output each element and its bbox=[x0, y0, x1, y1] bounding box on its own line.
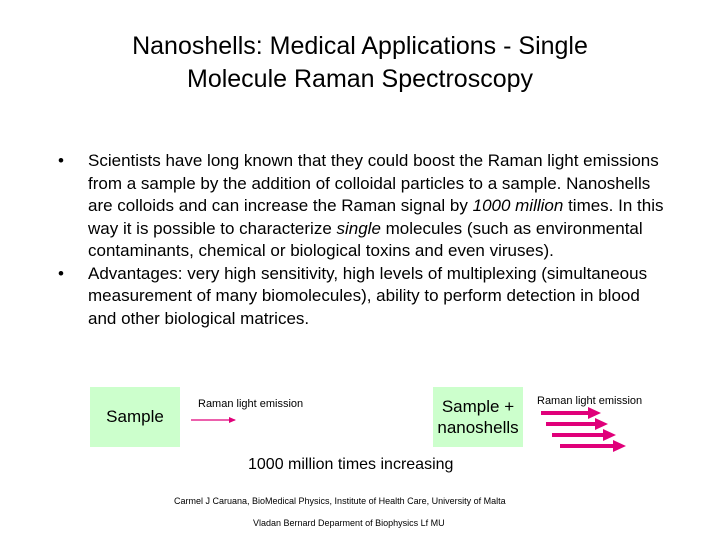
emission-arrow-1 bbox=[541, 407, 601, 419]
sample-nano-line-2: nanoshells bbox=[437, 418, 519, 437]
increase-caption: 1000 million times increasing bbox=[248, 456, 454, 473]
title-line-1: Nanoshells: Medical Applications - Single bbox=[132, 32, 588, 60]
bullet-marker: • bbox=[58, 263, 64, 283]
title-line-2: Molecule Raman Spectroscopy bbox=[187, 65, 533, 93]
sample-nano-line-1: Sample + bbox=[441, 397, 515, 416]
emission-arrow-3 bbox=[552, 429, 616, 441]
multiple-emission-arrows bbox=[541, 407, 626, 452]
single-emission-arrow bbox=[191, 417, 236, 423]
bullet-1-text-a: Scientists have long known that they could boost the Raman light emissions from a sample by the addition of colloidal particles to a sample. Nanoshells are colloids and can increase the Raman signal by bbox=[88, 151, 659, 215]
emission-arrow-2 bbox=[546, 418, 608, 430]
bullet-2-text: Advantages: very high sensitivity, high levels of multiplexing (simultaneous measurement of many biomolecules), ability to perform detection in blood and other biological matrices. bbox=[88, 263, 648, 328]
bullet-1-em-million: 1000 million bbox=[472, 196, 564, 215]
bullet-marker: • bbox=[58, 151, 64, 170]
bullet-1-text-b: times. In this way it is possible to characterize bbox=[88, 196, 664, 238]
emission-label-left: Raman light emission bbox=[198, 398, 304, 410]
emission-arrow-4 bbox=[560, 440, 626, 452]
bullet-1-em-single: single bbox=[336, 218, 381, 238]
credit-bernard: Vladan Bernard Deparment of Biophysics Lf MU bbox=[253, 518, 445, 528]
sample-label: Sample bbox=[106, 407, 164, 426]
bullet-1-text-c: molecules (such as environmental contaminants, chemical or biological toxins and even viruses). bbox=[88, 218, 643, 260]
emission-label-right: Raman light emission bbox=[537, 395, 643, 407]
credit-caruana: Carmel J Caruana, BioMedical Physics, Institute of Health Care, University of Malta bbox=[174, 496, 506, 506]
